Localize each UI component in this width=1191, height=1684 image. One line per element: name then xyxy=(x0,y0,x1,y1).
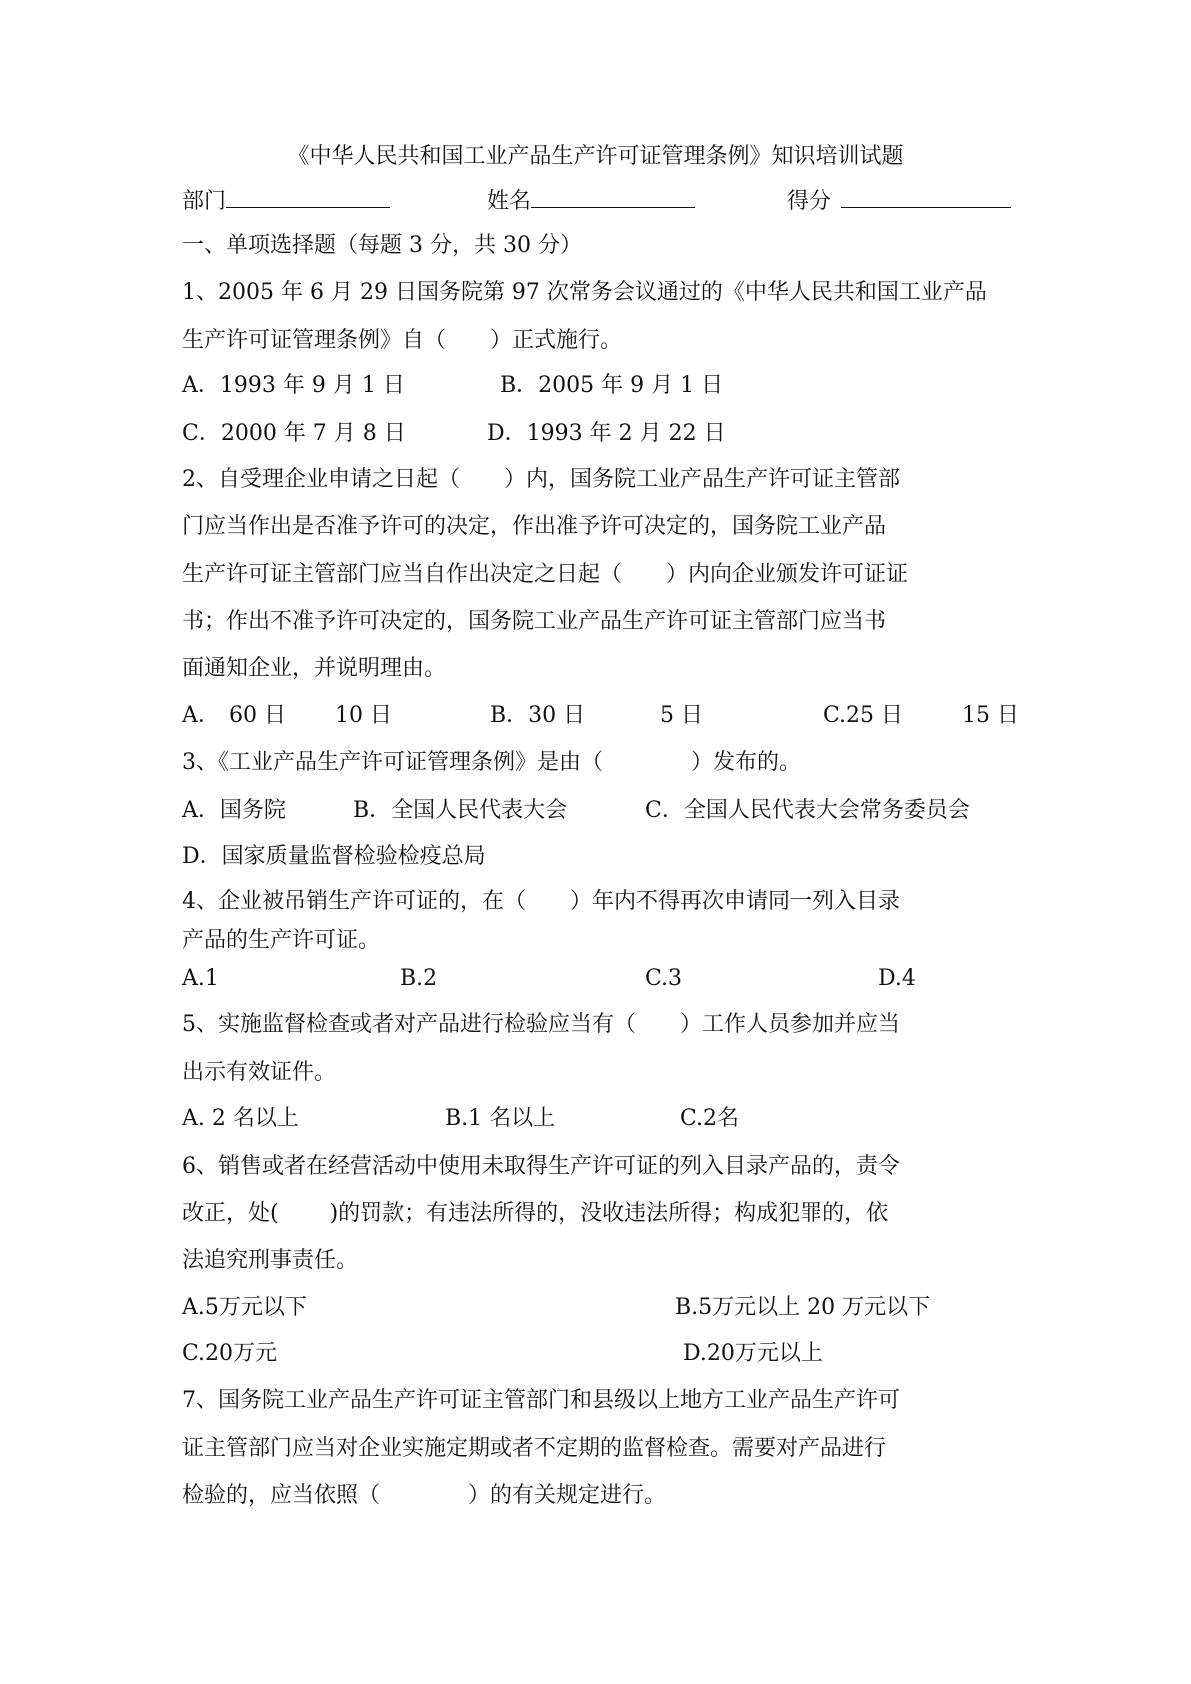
section-heading: 一、单项选择题（每题 3 分，共 30 分） xyxy=(182,233,582,258)
option-b[interactable]: B．2005 年 9 月 1 日 xyxy=(500,373,724,398)
option-c-value-2: 15 日 xyxy=(962,703,1019,728)
question-text-line: 6、销售或者在经营活动中使用未取得生产许可证的列入目录产品的，责令 xyxy=(182,1154,900,1179)
page-title: 《中华人民共和国工业产品生产许可证管理条例》知识培训试题 xyxy=(287,144,904,169)
option-b[interactable]: B.5万元以上 20 万元以下 xyxy=(675,1295,931,1320)
option-a-value-2: 10 日 xyxy=(335,703,392,728)
option-a-value-1: 60 日 xyxy=(229,703,286,728)
option-c[interactable]: C.2名 xyxy=(680,1106,740,1131)
question-text-line: 面通知企业，并说明理由。 xyxy=(182,656,447,681)
option-d[interactable]: D．1993 年 2 月 22 日 xyxy=(487,421,726,446)
option-d[interactable]: D．国家质量监督检验检疫总局 xyxy=(182,844,486,869)
option-a[interactable]: A.5万元以下 xyxy=(182,1295,307,1320)
question-text-line: 4、企业被吊销生产许可证的，在（ ）年内不得再次申请同一列入目录 xyxy=(182,889,900,914)
name-blank[interactable] xyxy=(531,187,695,208)
option-c[interactable]: C.3 xyxy=(645,966,683,991)
option-b[interactable]: B．30 日 xyxy=(490,703,586,728)
option-b[interactable]: B.2 xyxy=(400,966,438,991)
question-text-line: 书；作出不准予许可决定的，国务院工业产品生产许可证主管部门应当书 xyxy=(182,609,887,634)
option-c[interactable]: C.25 日 xyxy=(823,703,904,728)
department-blank[interactable] xyxy=(226,187,390,208)
option-a[interactable]: A. 2 名以上 xyxy=(182,1106,299,1131)
question-text-line: 检验的，应当依照（ ）的有关规定进行。 xyxy=(182,1483,667,1508)
option-c[interactable]: C．2000 年 7 月 8 日 xyxy=(182,421,406,446)
option-d[interactable]: D.4 xyxy=(878,966,916,991)
score-field xyxy=(787,187,1011,213)
option-a[interactable]: A.1 xyxy=(182,966,219,991)
question-text-line: 生产许可证管理条例》自（ ）正式施行。 xyxy=(182,328,623,353)
option-d[interactable]: D.20万元以上 xyxy=(683,1341,823,1366)
question-text-line: 产品的生产许可证。 xyxy=(182,928,381,953)
question-text-line: 门应当作出是否准予许可的决定，作出准予许可决定的，国务院工业产品 xyxy=(182,514,887,539)
option-a[interactable]: A． xyxy=(182,703,220,728)
department-field xyxy=(182,187,390,213)
question-text-line: 证主管部门应当对企业实施定期或者不定期的监督检查。需要对产品进行 xyxy=(182,1436,887,1461)
question-text-line: 3、《工业产品生产许可证管理条例》是由（ ）发布的。 xyxy=(182,750,801,775)
option-a[interactable]: A．国务院 xyxy=(182,798,286,823)
score-blank[interactable] xyxy=(841,187,1011,208)
question-text-line: 5、实施监督检查或者对产品进行检验应当有（ ）工作人员参加并应当 xyxy=(182,1012,900,1037)
question-text-line: 2、自受理企业申请之日起（ ）内，国务院工业产品生产许可证主管部 xyxy=(182,467,900,492)
question-text-line: 法追究刑事责任。 xyxy=(182,1248,359,1273)
option-b-value-2: 5 日 xyxy=(660,703,703,728)
department-label: 部门 xyxy=(182,189,227,214)
score-label: 得分 xyxy=(787,189,832,214)
question-text-line: 出示有效证件。 xyxy=(182,1060,337,1085)
option-c[interactable]: C.20万元 xyxy=(182,1341,278,1366)
question-text-line: 生产许可证主管部门应当自作出决定之日起（ ）内向企业颁发许可证证 xyxy=(182,562,909,587)
option-c[interactable]: C．全国人民代表大会常务委员会 xyxy=(645,798,970,823)
option-b[interactable]: B.1 名以上 xyxy=(445,1106,556,1131)
question-text-line: 7、国务院工业产品生产许可证主管部门和县级以上地方工业产品生产许可 xyxy=(182,1388,900,1413)
question-text-line: 1、2005 年 6 月 29 日国务院第 97 次常务会议通过的《中华人民共和国工业产品 xyxy=(182,280,987,305)
question-text-line: 改正，处( )的罚款；有违法所得的，没收违法所得；构成犯罪的，依 xyxy=(182,1201,889,1226)
option-b[interactable]: B．全国人民代表大会 xyxy=(353,798,568,823)
name-label: 姓名 xyxy=(487,189,532,214)
name-field xyxy=(487,187,695,213)
option-a[interactable]: A．1993 年 9 月 1 日 xyxy=(182,373,405,398)
